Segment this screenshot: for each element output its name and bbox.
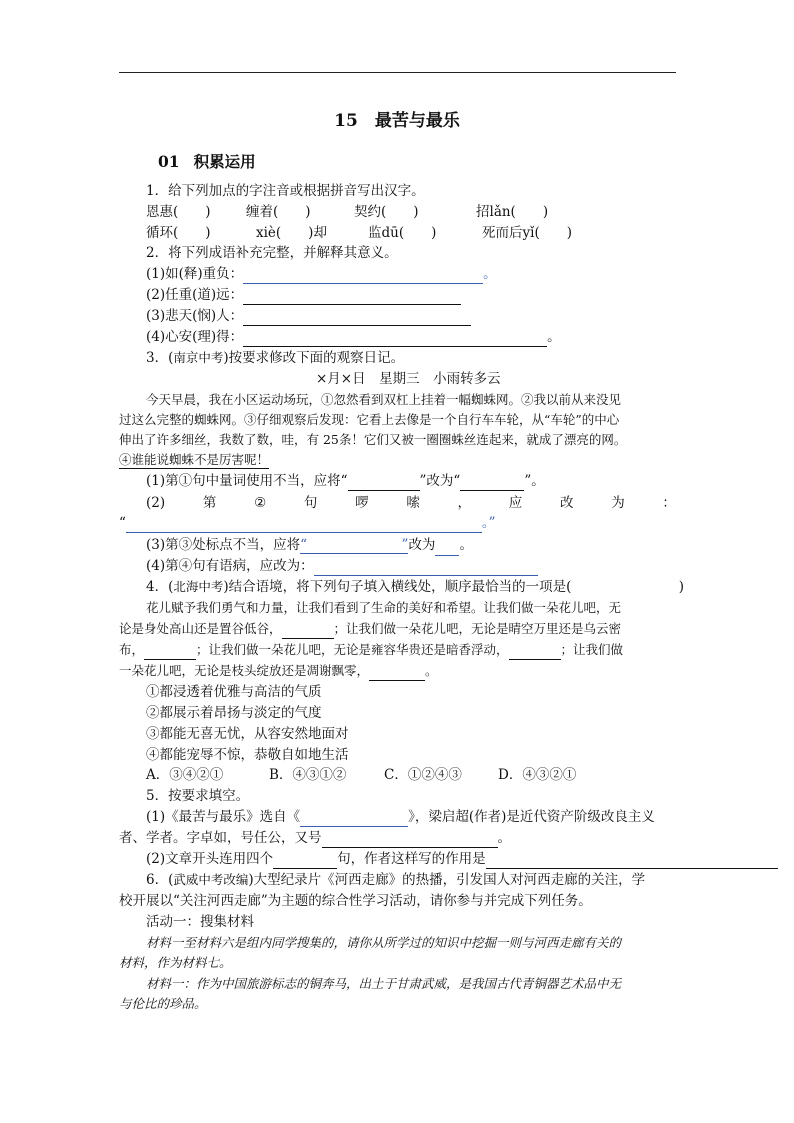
q3-stem-prefix: 3．(	[146, 350, 174, 366]
q4-text: ；让我们做	[560, 642, 624, 657]
answer-line[interactable]	[322, 833, 498, 848]
q1-item: 缠着( )	[246, 204, 311, 220]
q5-text: 。	[497, 830, 511, 846]
q3-token: 嗦	[406, 495, 420, 511]
answer-line[interactable]	[144, 645, 196, 660]
q2-stem: 2．将下列成语补充完整，并解释其意义。	[146, 245, 398, 261]
q5-line-1	[146, 807, 655, 827]
material-line: 材料一：作为中国旅游标志的铜奔马，出土于甘肃武威，是我国古代青铜器艺术品中无	[146, 976, 622, 991]
section-label: 积累运用	[193, 152, 256, 171]
answer-line[interactable]	[243, 290, 461, 305]
q4-para-line	[119, 619, 621, 639]
q2-item-label: (3)悲天(悯)人：	[146, 308, 244, 324]
diary-line	[119, 450, 269, 470]
material-line: 材料一至材料六是组内同学搜集的，请你从所学过的知识中挖掘一则与河西走廊有关的	[146, 935, 622, 950]
q1-item: 循环( )	[146, 225, 211, 241]
activity-heading: 活动一：搜集材料	[146, 914, 254, 930]
q3-sub-text: ”。	[524, 473, 545, 489]
q1-item: 恩惠( )	[146, 204, 211, 220]
answer-line[interactable]	[435, 541, 459, 556]
q5-line-3	[146, 849, 778, 869]
q2-item-4	[146, 327, 561, 347]
q1-item: 招lǎn( )	[476, 204, 549, 220]
material-line: 材料，作为材料七。	[119, 955, 232, 970]
answer-line[interactable]	[273, 854, 337, 869]
q1-item: 契约( )	[354, 204, 419, 220]
q2-item-1	[146, 264, 497, 284]
q4-stem	[146, 577, 684, 597]
q4-para-line: 花儿赋予我们勇气和力量，让我们看到了生命的美好和希望。让我们做一朵花儿吧，无	[146, 600, 622, 615]
q4-para-line	[119, 640, 623, 660]
q6-text: )大型纪录片《河西走廊》的热播，引发国人对河西走廊的关注，学	[248, 872, 646, 888]
diary-heading: ×月×日 星期三 小雨转多云	[316, 371, 501, 387]
q1-row1	[146, 202, 548, 222]
choice-a[interactable]: A．③④②①	[146, 767, 224, 783]
q1-item: 监dū( )	[368, 225, 437, 241]
q3-sub-text: 改为	[408, 537, 436, 553]
q3-token: 为	[611, 495, 625, 511]
q3-stem-suffix: )按要求修改下面的观察日记。	[223, 350, 405, 366]
q5-line-2	[119, 828, 511, 848]
q5-text: (1)《最苦与最乐》选自《	[146, 809, 301, 825]
q3-sub-2-answer	[119, 513, 496, 533]
q3-token: 第	[202, 495, 217, 511]
q3-sub-text: (4)第④句有语病，应改为：	[146, 558, 314, 574]
q2-item-label: (4)心安(理)得：	[146, 329, 244, 345]
q1-item: 死而后yǐ( )	[482, 225, 572, 241]
q4-text: 一朵花儿吧，无论是枝头绽放还是凋谢飘零，	[119, 663, 370, 678]
answer-line[interactable]	[460, 476, 524, 491]
diary-line: 今天早晨，我在小区运动场玩，①忽然看到双杠上挂着一幅蜘蛛网。②我以前从来没见	[146, 392, 622, 407]
material-line: 与伦比的珍品。	[119, 996, 207, 1011]
q3-token: 应	[508, 495, 523, 511]
q4-source: 北海中考	[173, 579, 224, 594]
q3-token: ②	[254, 495, 267, 511]
answer-line[interactable]	[126, 518, 482, 533]
header-rule	[119, 72, 676, 73]
q6-line-2: 校开展以“关注河西走廊”为主题的综合性学习活动，请你参与并完成下列任务。	[119, 893, 592, 909]
q5-text: 者、学者。字卓如，号任公，又号	[119, 830, 322, 846]
q4-text: ；让我们做一朵花儿吧，无论是晴空万里还是乌云密	[333, 621, 622, 636]
q3-sub-1	[146, 471, 545, 491]
q3-sub-text: ”改为“	[419, 473, 461, 489]
q3-token: ：	[662, 495, 676, 511]
q5-stem: 5．按要求填空。	[146, 788, 250, 804]
q4-option: ③都能无喜无忧，从容安然地面对	[146, 726, 349, 742]
diary-line: 伸出了许多细丝，我数了数，哇，有 25条！它们又被一圈圈蛛丝连起来，就成了漂亮的网。	[119, 432, 627, 447]
q5-text: 》，梁启超(作者)是近代资产阶级改良主义	[408, 809, 655, 825]
section-number: 01	[158, 152, 180, 171]
q3-source: 南京中考	[173, 350, 224, 365]
q4-text: 布，	[119, 642, 145, 657]
answer-line[interactable]: “ ”	[300, 537, 409, 553]
diary-line-text: ④谁能说蜘蛛不是厉害呢！	[119, 452, 270, 467]
q4-text: ；让我们做一朵花儿吧，无论是雍容华贵还是暗香浮动，	[196, 642, 509, 657]
diary-line: 过这么完整的蜘蛛网。③仔细观察后发现：它看上去像是一个自行车车轮，从“车轮”的中心	[119, 412, 620, 427]
q4-para-line	[119, 661, 438, 681]
q3-sub-3	[146, 535, 473, 556]
answer-line[interactable]	[509, 645, 561, 660]
q2-item-label: (1)如(释)重负：	[146, 266, 244, 282]
answer-line[interactable]	[369, 666, 425, 681]
q3-token: 改	[559, 495, 574, 511]
answer-line[interactable]	[348, 476, 420, 491]
answer-line[interactable]	[300, 812, 408, 827]
end-mark: 。	[483, 266, 497, 282]
q1-stem: 1．给下列加点的字注音或根据拼音写出汉字。	[146, 183, 425, 199]
q6-text: 6．(	[146, 872, 174, 888]
q4-option: ①都浸透着优雅与高洁的气质	[146, 684, 322, 700]
q4-option: ②都展示着昂扬与淡定的气度	[146, 705, 322, 721]
answer-line[interactable]	[243, 311, 471, 326]
answer-line[interactable]	[243, 269, 483, 284]
q3-token: 啰	[355, 495, 369, 511]
answer-line[interactable]	[282, 624, 334, 639]
q4-stem-prefix: 4．(	[146, 579, 174, 595]
q5-text: 句，作者这样写的作用是	[337, 851, 486, 867]
q2-item-label: (2)任重(道)远：	[146, 287, 244, 303]
answer-line[interactable]	[486, 854, 778, 869]
q4-choices	[146, 765, 576, 785]
q5-text: (2)文章开头连用四个	[146, 851, 274, 867]
q3-sub-4	[146, 556, 538, 576]
q2-item-2	[146, 285, 461, 305]
q3-token: 句	[303, 495, 318, 511]
q3-sub-2	[146, 493, 676, 513]
q3-token: ，	[457, 495, 472, 511]
q4-text: 论是身处高山还是置谷低谷，	[119, 621, 282, 636]
q3-sub-text: (3)第③处标点不当，应将	[146, 537, 301, 553]
choice-d[interactable]: D．④③②①	[498, 767, 577, 783]
section-heading	[158, 150, 256, 172]
page-title: 15 最苦与最乐	[334, 111, 460, 131]
answer-bracket: )	[678, 579, 684, 595]
open-quote: “	[119, 515, 126, 531]
q6-line-1	[146, 870, 645, 890]
choice-c[interactable]: C．①②④③	[384, 767, 462, 783]
q1-row2	[146, 223, 572, 243]
q4-option: ④都能宠辱不惊，恭敬自如地生活	[146, 747, 349, 763]
q3-sub-text: (1)第①句中量词使用不当，应将“	[146, 473, 348, 489]
q3-token: (2)	[146, 495, 166, 511]
q1-item: xiè( )却	[256, 225, 327, 241]
q6-source: 武威中考改编	[173, 872, 249, 887]
q3-sub-text: 。	[459, 537, 473, 553]
choice-b[interactable]: B．④③①②	[269, 767, 347, 783]
answer-line[interactable]	[243, 332, 547, 347]
answer-line[interactable]	[314, 561, 538, 576]
close-quote: 。”	[481, 515, 496, 531]
q3-stem	[146, 348, 404, 368]
q4-text: 。	[425, 663, 438, 678]
q2-item-3	[146, 306, 471, 326]
q4-stem-suffix: )结合语境，将下列句子填入横线处，顺序最恰当的一项是(	[223, 579, 572, 595]
end-mark: 。	[547, 329, 561, 345]
